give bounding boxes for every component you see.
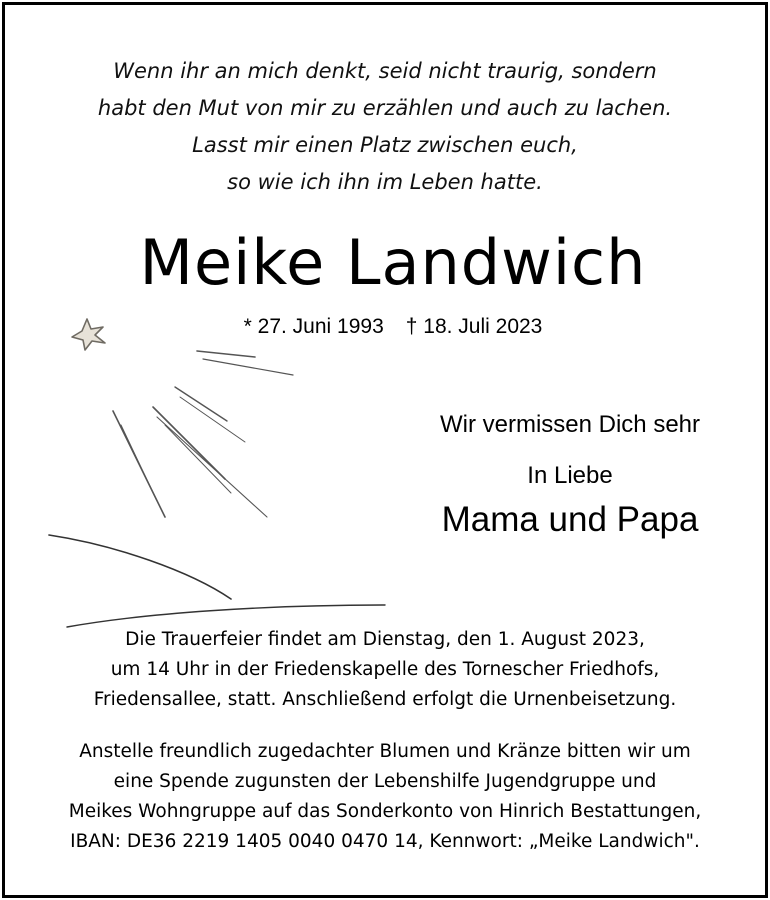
- closing-salutation: In Liebe: [527, 462, 613, 489]
- death-date: † 18. Juli 2023: [405, 315, 543, 338]
- poem-line: so wie ich ihn im Leben hatte.: [227, 170, 543, 194]
- funeral-line: um 14 Uhr in der Friedenskapelle des Tornescher Friedhofs,: [110, 659, 660, 680]
- memorial-poem: [5, 53, 765, 201]
- funeral-line: Friedensallee, statt. Anschließend erfolgt die Urnenbeisetzung.: [93, 689, 677, 710]
- poem-line: habt den Mut von mir zu erzählen und auch zu lachen.: [97, 96, 673, 120]
- birth-date: * 27. Juni 1993: [243, 315, 384, 338]
- funeral-line: Die Trauerfeier findet am Dienstag, den 1. August 2023,: [125, 629, 645, 650]
- donation-line: eine Spende zugunsten der Lebenshilfe Jugendgruppe und: [113, 771, 657, 792]
- donation-line: IBAN: DE36 2219 1405 0040 0470 14, Kennwort: „Meike Landwich".: [70, 831, 700, 852]
- signers: Mama und Papa: [441, 500, 699, 539]
- life-dates: [5, 313, 770, 341]
- closing-message: Wir vermissen Dich sehr: [439, 411, 701, 438]
- donation-line: Meikes Wohngruppe auf das Sonderkonto von Hinrich Bestattungen,: [68, 801, 702, 822]
- donation-line: Anstelle freundlich zugedachter Blumen und Kränze bitten wir um: [79, 741, 691, 762]
- donation-notice: [5, 737, 765, 857]
- deceased-name: Meike Landwich: [139, 226, 647, 299]
- horizon-lines: [49, 535, 385, 627]
- funeral-notice: [5, 625, 765, 715]
- poem-line: Wenn ihr an mich denkt, seid nicht traurig, sondern: [113, 59, 657, 83]
- obituary-frame: [2, 2, 768, 898]
- star-trail-lines: [113, 351, 293, 517]
- poem-line: Lasst mir einen Platz zwischen euch,: [192, 133, 578, 157]
